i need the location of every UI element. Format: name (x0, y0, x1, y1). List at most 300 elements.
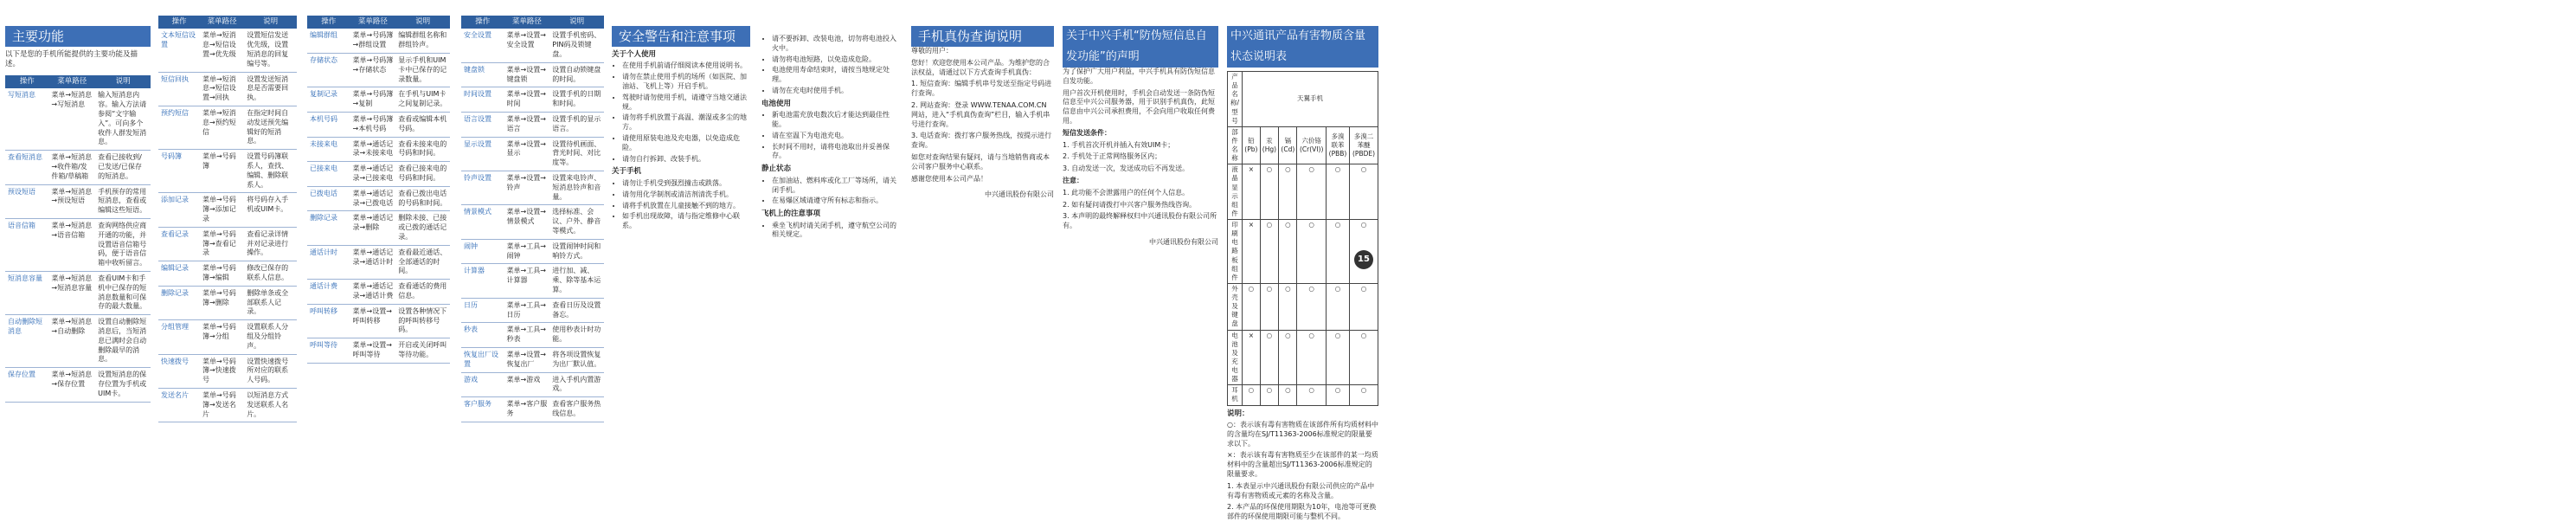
table-row (1228, 385, 1378, 405)
table-row (307, 137, 450, 162)
function-name: 恢复出厂设置 (461, 347, 504, 372)
notes (1227, 421, 1378, 522)
function-table (5, 75, 151, 403)
substance-mark: ○ (1279, 385, 1297, 405)
function-description: 输入短消息内容。输入方法请参阅“文字输入”。可向多个收件人群发短消息。 (95, 88, 151, 150)
function-description: 设置号码簿联系人，查找、编辑、删除联系人。 (244, 150, 297, 193)
table-row (5, 315, 151, 368)
substance-mark: ○ (1297, 164, 1326, 220)
bullet-list (761, 111, 900, 161)
part-name: 印刷电路板组件 (1228, 220, 1243, 284)
section-declaration (1063, 0, 1218, 377)
table-row (461, 239, 604, 264)
substance-mark: ○ (1326, 164, 1349, 220)
function-name: 通话计费 (307, 280, 350, 305)
menu-path: 菜单→短消息→保存位置 (48, 368, 95, 402)
list-item: • 请勿在禁止使用手机的场所（如医院、加油站、飞机上等）开启手机。 (622, 73, 750, 92)
subheading: 静止状态 (761, 164, 792, 174)
paragraph: 您好！欢迎您使用本公司产品。为维护您的合法权益，请通过以下方式查询手机真伪： (911, 58, 1050, 76)
function-description: 在手机与UIM卡之间复制记录。 (395, 87, 450, 113)
menu-path: 菜单→设置→呼叫等待 (350, 338, 396, 364)
substance-mark: ○ (1297, 283, 1326, 330)
menu-path: 菜单→设置→显示 (504, 137, 550, 171)
function-name: 计算器 (461, 264, 504, 298)
substance-mark: ○ (1326, 385, 1349, 405)
substance-mark: ○ (1326, 283, 1349, 330)
list-item: • 如手机出现故障，请与指定维修中心联系。 (622, 212, 750, 231)
table-row (461, 137, 604, 171)
paragraph: 感谢您使用本公司产品！ (911, 174, 987, 183)
section-title: 关于中兴手机“防伪短信息自发功能”的声明 (1063, 26, 1218, 68)
function-description: 查看最近通话、全部通话的时间。 (395, 245, 450, 279)
function-table (307, 16, 450, 364)
menu-path: 菜单→设置→键盘锁 (504, 62, 550, 87)
substance-mark: ○ (1326, 220, 1349, 284)
paragraph: 1. 此功能不会泄露用户的任何个人信息。 (1063, 188, 1190, 197)
table-row (5, 184, 151, 218)
substance-mark: ○ (1260, 220, 1279, 284)
list-item: • 请勿将手机放置于高温、潮湿或多尘的地方。 (622, 113, 750, 132)
table-row (461, 29, 604, 62)
substance-mark: ○ (1297, 330, 1326, 385)
function-description: 开启或关闭呼叫等待功能。 (395, 338, 450, 364)
menu-path: 菜单→号码簿→快速拨号 (200, 354, 244, 388)
substance-mark: ○ (1297, 385, 1326, 405)
subheading: 电池使用 (761, 99, 792, 108)
table-row (158, 150, 297, 193)
list-item: • 长时间不用时，请将电池取出并妥善保存。 (772, 143, 900, 162)
table-row (307, 162, 450, 187)
function-name: 短消息容量 (5, 271, 48, 314)
menu-path: 菜单→短消息→预设短语 (48, 184, 95, 218)
menu-path: 菜单→号码簿→添加记录 (200, 193, 244, 227)
table-row (1228, 283, 1378, 330)
menu-path: 菜单→工具→日历 (504, 298, 550, 323)
table-row (5, 151, 151, 184)
menu-path: 菜单→通话记录→已接来电 (350, 162, 396, 187)
function-description: 设置短信发送优先级，设置短消息的回复编号等。 (244, 29, 297, 72)
function-name: 日历 (461, 298, 504, 323)
function-description: 设置短消息的保存位置为手机或UIM卡。 (95, 368, 151, 402)
table-header: 多溴联苯(PBB) (1326, 126, 1349, 164)
function-description: 选择标准、会议、户外、静音等模式。 (549, 205, 604, 239)
paragraph: 1. 手机首次开机并插入有效UIM卡； (1063, 140, 1175, 149)
menu-path: 菜单→设置→安全设置 (504, 29, 550, 62)
function-name: 显示设置 (461, 137, 504, 171)
menu-path: 菜单→号码簿→群组设置 (350, 29, 396, 53)
table-row (158, 193, 297, 227)
menu-path: 菜单→号码簿→编辑 (200, 261, 244, 287)
substance-mark: ○ (1279, 283, 1297, 330)
function-name: 本机号码 (307, 113, 350, 138)
menu-path: 菜单→设置→情景模式 (504, 205, 550, 239)
table-row (307, 304, 450, 338)
paragraph: 3. 本声明的最终解释权归中兴通讯股份有限公司所有。 (1063, 212, 1217, 230)
list-item: • 请勿自行拆卸、改装手机。 (622, 155, 750, 164)
function-description: 进入手机内置游戏。 (549, 372, 604, 397)
substance-mark: ○ (1279, 164, 1297, 220)
menu-path: 菜单→设置→语言 (504, 113, 550, 138)
menu-path: 菜单→通话记录→通话计时 (350, 245, 396, 279)
menu-path: 菜单→短消息→预约短信 (200, 106, 244, 150)
section-main-functions (5, 0, 151, 397)
function-name: 客户服务 (461, 397, 504, 422)
bullet-list (761, 222, 900, 241)
section-safety-2 (761, 0, 900, 377)
substance-mark: × (1243, 330, 1261, 385)
menu-path: 菜单→号码簿→删除 (200, 286, 244, 319)
subheading: 飞机上的注意事项 (761, 209, 821, 219)
function-name: 键盘锁 (461, 62, 504, 87)
table-header: 汞(Hg) (1260, 126, 1279, 164)
function-name: 语音信箱 (5, 218, 48, 271)
menu-path: 菜单→设置→时间 (504, 87, 550, 113)
function-description: 进行加、减、乘、除等基本运算。 (549, 264, 604, 298)
table-row (461, 87, 604, 113)
table-header: 说明 (244, 16, 297, 29)
list-item: • 新电池需充放电数次后才能达到最佳性能。 (772, 111, 900, 130)
section-title: 中兴通讯产品有害物质含量状态说明表 (1227, 26, 1378, 68)
menu-path: 菜单→通话记录→通话计费 (350, 280, 396, 305)
function-description: 查看或编辑本机号码。 (395, 113, 450, 138)
function-name: 秒表 (461, 323, 504, 348)
menu-path: 菜单→短消息→语音信箱 (48, 218, 95, 271)
table-row (158, 286, 297, 319)
paragraph: 尊敬的用户： (911, 47, 953, 55)
list-item: • 电池使用寿命结束时，请按当地规定处理。 (772, 66, 900, 85)
paragraph: 2. 手机处于正常网络服务区内； (1063, 152, 1162, 161)
menu-path: 菜单→客户服务 (504, 397, 550, 422)
function-name: 时间设置 (461, 87, 504, 113)
paragraph: 2. 网站查询：登录 WWW.TENAA.COM.CN 网站，进入“手机真伪查询”栏目，输入手机串号进行查询。 (911, 100, 1050, 128)
list-item: • 请勿将电池短路，以免造成危险。 (772, 55, 900, 65)
table-header: 铅(Pb) (1243, 126, 1261, 164)
function-description: 查看客户服务热线信息。 (549, 397, 604, 422)
function-description: 查看记录详情并对记录进行操作。 (244, 227, 297, 261)
function-description: 显示手机和UIM卡中已保存的记录数量。 (395, 54, 450, 87)
table-row (461, 113, 604, 138)
function-name: 发送名片 (158, 388, 200, 422)
menu-path: 菜单→短消息→写短消息 (48, 88, 95, 150)
function-description: 在指定时间自动发送预先编辑好的短消息。 (244, 106, 297, 150)
function-description: 查看已接收到/已发送/已保存的短消息。 (95, 151, 151, 184)
table-row (307, 87, 450, 113)
substance-mark: ○ (1260, 283, 1279, 330)
section-safety (612, 0, 750, 377)
menu-path: 菜单→通话记录→未接来电 (350, 137, 396, 162)
menu-path: 菜单→号码簿 (200, 150, 244, 193)
function-description: 查询网络供应商开通的功能，并设置语音信箱号码，便于语音信箱中收听留言。 (95, 218, 151, 271)
table-row (158, 261, 297, 287)
function-name: 短信回执 (158, 72, 200, 106)
substance-table (1227, 71, 1378, 406)
bullet-list (612, 61, 750, 164)
table-header: 操作 (307, 16, 350, 29)
table-header: 操作 (5, 75, 48, 88)
list-item: • 请勿在充电时使用手机。 (772, 87, 900, 96)
subheading: 关于手机 (612, 167, 642, 177)
paragraph: 短信发送条件： (1063, 128, 1111, 137)
function-description: 设置发送短消息是否需要回执。 (244, 72, 297, 106)
table-row (1228, 164, 1378, 220)
table-header: 六价铬(Cr(VI)) (1297, 126, 1326, 164)
table-row (158, 106, 297, 150)
substance-mark: ○ (1260, 385, 1279, 405)
function-description: 设置联系人分组及分组铃声。 (244, 320, 297, 354)
menu-path: 菜单→短消息→自动删除 (48, 315, 95, 368)
function-name: 保存位置 (5, 368, 48, 402)
function-name: 存储状态 (307, 54, 350, 87)
function-description: 设置自动锁键盘的时间。 (549, 62, 604, 87)
function-name: 编辑记录 (158, 261, 200, 287)
table-row (158, 29, 297, 72)
table-row (307, 54, 450, 87)
function-name: 添加记录 (158, 193, 200, 227)
note: ×：表示该有毒有害物质至少在该部件的某一均质材料中的含量超出SJ/T11363-2006标准规定的限量要求。 (1227, 451, 1378, 478)
table-header: 多溴二苯醚(PBDE) (1350, 126, 1378, 164)
substance-mark: ○ (1350, 330, 1378, 385)
menu-path: 菜单→设置→铃声 (504, 171, 550, 205)
function-description: 查看未接来电的号码和时间。 (395, 137, 450, 162)
function-description: 将各项设置恢复为出厂默认值。 (549, 347, 604, 372)
table-row (307, 280, 450, 305)
list-item: • 请将手机放置在儿童接触不到的地方。 (622, 202, 750, 211)
menu-path: 菜单→设置→恢复出厂 (504, 347, 550, 372)
table-header: 操作 (158, 16, 200, 29)
function-description: 编辑群组名称和群组铃声。 (395, 29, 450, 53)
table-row (1228, 220, 1378, 284)
section-intro: 以下是您的手机所能提供的主要功能及描述。 (5, 50, 138, 69)
menu-path: 菜单→短消息→短消息容量 (48, 271, 95, 314)
list-item: • 驾驶时请勿使用手机，请遵守当地交通法规。 (622, 93, 750, 113)
table-row (307, 29, 450, 53)
menu-path: 菜单→通话记录→已拨电话 (350, 186, 396, 211)
list-item: • 在加油站、燃料库或化工厂等场所，请关闭手机。 (772, 177, 900, 196)
function-description: 修改已保存的联系人信息。 (244, 261, 297, 287)
substance-mark: ○ (1350, 164, 1378, 220)
note: 2. 本产品的环保使用期限为10年，电池等可更换部件的环保使用期限可能与整机不同。 (1227, 503, 1377, 521)
part-name: 电池及充电器 (1228, 330, 1243, 385)
table-header: 镉(Cd) (1279, 126, 1297, 164)
section-functions-3 (307, 0, 450, 377)
function-name: 闹钟 (461, 239, 504, 264)
section-hazardous-substances (1227, 0, 1378, 521)
menu-path: 菜单→短消息→短信设置→优先级 (200, 29, 244, 72)
table-header: 说明 (395, 16, 450, 29)
menu-path: 菜单→工具→秒表 (504, 323, 550, 348)
substance-mark: ○ (1279, 220, 1297, 284)
section-authenticity (911, 0, 1054, 377)
section-functions-4 (461, 0, 604, 417)
table-row (5, 88, 151, 150)
paragraph: 2. 如有疑问请拨打中兴客户服务热线咨询。 (1063, 200, 1197, 209)
table-row (5, 368, 151, 402)
paragraph: 如您对查询结果有疑问，请与当地销售商或本公司客户服务中心联系。 (911, 152, 1050, 171)
list-item: • 请勿让手机受到强烈撞击或跌落。 (622, 179, 750, 189)
menu-path: 菜单→号码簿→发送名片 (200, 388, 244, 422)
list-item: • 在易爆区域请遵守所有标志和指示。 (772, 197, 900, 206)
table-row (307, 338, 450, 364)
function-name: 查看记录 (158, 227, 200, 261)
function-name: 情景模式 (461, 205, 504, 239)
substance-mark: ○ (1243, 283, 1261, 330)
menu-path: 菜单→设置→呼叫转移 (350, 304, 396, 338)
part-name: 耳机 (1228, 385, 1243, 405)
table-row (461, 397, 604, 422)
function-description: 设置来电铃声、短消息铃声和音量。 (549, 171, 604, 205)
subheading: 关于个人使用 (612, 50, 657, 59)
menu-path: 菜单→号码簿→查看记录 (200, 227, 244, 261)
table-header: 说明 (95, 75, 151, 88)
table-header: 菜单路径 (504, 16, 550, 29)
part-name: 液晶显示组件 (1228, 164, 1243, 220)
section-title: 安全警告和注意事项 (612, 26, 750, 47)
table-row (5, 218, 151, 271)
menu-path: 菜单→号码簿→复制 (350, 87, 396, 113)
function-description: 设置手机的显示语言。 (549, 113, 604, 138)
substance-mark: ○ (1297, 220, 1326, 284)
menu-path: 菜单→短消息→短信设置→回执 (200, 72, 244, 106)
table-row (158, 354, 297, 388)
list-item: • 请不要拆卸、改装电池，切勿将电池投入火中。 (772, 35, 900, 54)
table-row (307, 211, 450, 245)
table-header: 菜单路径 (350, 16, 396, 29)
function-description: 设置待机画面、背光时间、对比度等。 (549, 137, 604, 171)
menu-path: 菜单→游戏 (504, 372, 550, 397)
menu-path: 菜单→通话记录→删除 (350, 211, 396, 245)
paragraph: 1. 短信查询：编辑手机串号发送至指定号码进行查询。 (911, 80, 1052, 98)
table-row (461, 372, 604, 397)
function-name: 查看短消息 (5, 151, 48, 184)
table-row (461, 347, 604, 372)
paragraph: 3. 自动发送一次，发送成功后不再发送。 (1063, 164, 1190, 173)
function-description: 查看UIM卡和手机中已保存的短消息数量和可保存的最大数量。 (95, 271, 151, 314)
menu-path: 菜单→号码簿→存储状态 (350, 54, 396, 87)
substance-mark: ○ (1260, 330, 1279, 385)
list-item: • 乘坐飞机时请关闭手机，遵守航空公司的相关规定。 (772, 222, 900, 241)
substance-mark: ○ (1243, 385, 1261, 405)
function-name: 通话计时 (307, 245, 350, 279)
table-row (461, 264, 604, 298)
list-item: • 请使用原装电池及充电器，以免造成危险。 (622, 134, 750, 153)
note: ○：表示该有毒有害物质在该部件所有均质材料中的含量均在SJ/T11363-2006标准规定的限量要求以下。 (1227, 420, 1378, 448)
function-description: 查看已拨出电话的号码和时间。 (395, 186, 450, 211)
function-name: 文本短信设置 (158, 29, 200, 72)
function-description: 将号码存入手机或UIM卡。 (244, 193, 297, 227)
function-name: 删除记录 (158, 286, 200, 319)
menu-path: 菜单→号码簿→分组 (200, 320, 244, 354)
table-row (158, 320, 297, 354)
function-name: 铃声设置 (461, 171, 504, 205)
function-description: 设置自动删除短消息后，当短消息已满时会自动删除最早的消息。 (95, 315, 151, 368)
function-description: 查看日历及设置备忘。 (549, 298, 604, 323)
function-name: 自动删除短消息 (5, 315, 48, 368)
table-row (461, 171, 604, 205)
table-header: 菜单路径 (48, 75, 95, 88)
substance-mark: × (1243, 220, 1261, 284)
company-name: 中兴通讯股份有限公司 (985, 190, 1054, 199)
substance-mark: ○ (1279, 330, 1297, 385)
function-description: 使用秒表计时功能。 (549, 323, 604, 348)
table-row (307, 245, 450, 279)
menu-path: 菜单→工具→计算器 (504, 264, 550, 298)
table-row (307, 186, 450, 211)
table-header: 产品名称/型号 (1228, 72, 1243, 127)
function-description: 设置手机的日期和时间。 (549, 87, 604, 113)
function-name: 删除记录 (307, 211, 350, 245)
function-description: 设置闹钟时间和响铃方式。 (549, 239, 604, 264)
function-description: 设置快速拨号所对应的联系人号码。 (244, 354, 297, 388)
substance-mark: ○ (1260, 164, 1279, 220)
notes-title: 说明： (1227, 409, 1249, 418)
substance-mark: ○ (1326, 330, 1349, 385)
table-row (5, 271, 151, 314)
function-name: 分组管理 (158, 320, 200, 354)
paragraph: 用户首次开机使用时，手机会自动发送一条防伪短信息至中兴公司服务器，用于识别手机真伪，此短信息由中兴公司承担费用，不会向用户收取任何费用。 (1063, 88, 1215, 125)
table-row (461, 298, 604, 323)
function-description: 设置手机密码、PIN码及锁键盘。 (549, 29, 604, 62)
substance-mark: ○ (1350, 283, 1378, 330)
company-name: 中兴通讯股份有限公司 (1149, 237, 1218, 246)
table-row (158, 227, 297, 261)
page-number: 15 (1354, 250, 1373, 269)
function-name: 呼叫等待 (307, 338, 350, 364)
function-name: 写短消息 (5, 88, 48, 150)
function-name: 复制记录 (307, 87, 350, 113)
table-row (461, 62, 604, 87)
paragraph: 3. 电话查询：拨打客户服务热线，按提示进行查询。 (911, 132, 1052, 150)
table-row (158, 388, 297, 422)
function-name: 编辑群组 (307, 29, 350, 53)
table-header: 部件名称 (1228, 126, 1243, 164)
list-item: • 请在室温下为电池充电。 (772, 132, 900, 141)
function-name: 预设短语 (5, 184, 48, 218)
function-description: 以短消息方式发送联系人名片。 (244, 388, 297, 422)
paragraph: 注意： (1063, 176, 1083, 184)
function-name: 语言设置 (461, 113, 504, 138)
bullet-list (761, 35, 900, 96)
note: 1. 本表显示中兴通讯股份有限公司供应的产品中有毒有害物质或元素的名称及含量。 (1227, 481, 1375, 499)
function-description: 删除单条或全部联系人记录。 (244, 286, 297, 319)
part-name: 外壳及键盘 (1228, 283, 1243, 330)
list-item: • 在使用手机前请仔细阅读本使用说明书。 (622, 61, 750, 71)
bullet-list (761, 177, 900, 206)
function-name: 号码簿 (158, 150, 200, 193)
paragraph: 为了保护广大用户利益，中兴手机具有防伪短信息自发功能。 (1063, 68, 1215, 85)
table-row (158, 72, 297, 106)
function-name: 未接来电 (307, 137, 350, 162)
menu-path: 菜单→号码簿→本机号码 (350, 113, 396, 138)
function-name: 呼叫转移 (307, 304, 350, 338)
table-header: 天翼手机 (1243, 72, 1378, 127)
section-title: 手机真伪查询说明 (911, 26, 1054, 47)
function-description: 手机预存的常用短消息，查看或编辑这些短语。 (95, 184, 151, 218)
substance-mark: × (1243, 164, 1261, 220)
substance-mark: ○ (1350, 220, 1378, 284)
table-header: 操作 (461, 16, 504, 29)
function-table (158, 16, 297, 422)
substance-mark: ○ (1350, 385, 1378, 405)
function-description: 设置各种情况下的呼叫转移号码。 (395, 304, 450, 338)
table-row (461, 323, 604, 348)
table-header: 说明 (549, 16, 604, 29)
function-description: 查看通话的费用信息。 (395, 280, 450, 305)
section-functions-2 (158, 0, 297, 418)
menu-path: 菜单→工具→闹钟 (504, 239, 550, 264)
table-row (1228, 330, 1378, 385)
function-name: 快速拨号 (158, 354, 200, 388)
function-description: 查看已接来电的号码和时间。 (395, 162, 450, 187)
